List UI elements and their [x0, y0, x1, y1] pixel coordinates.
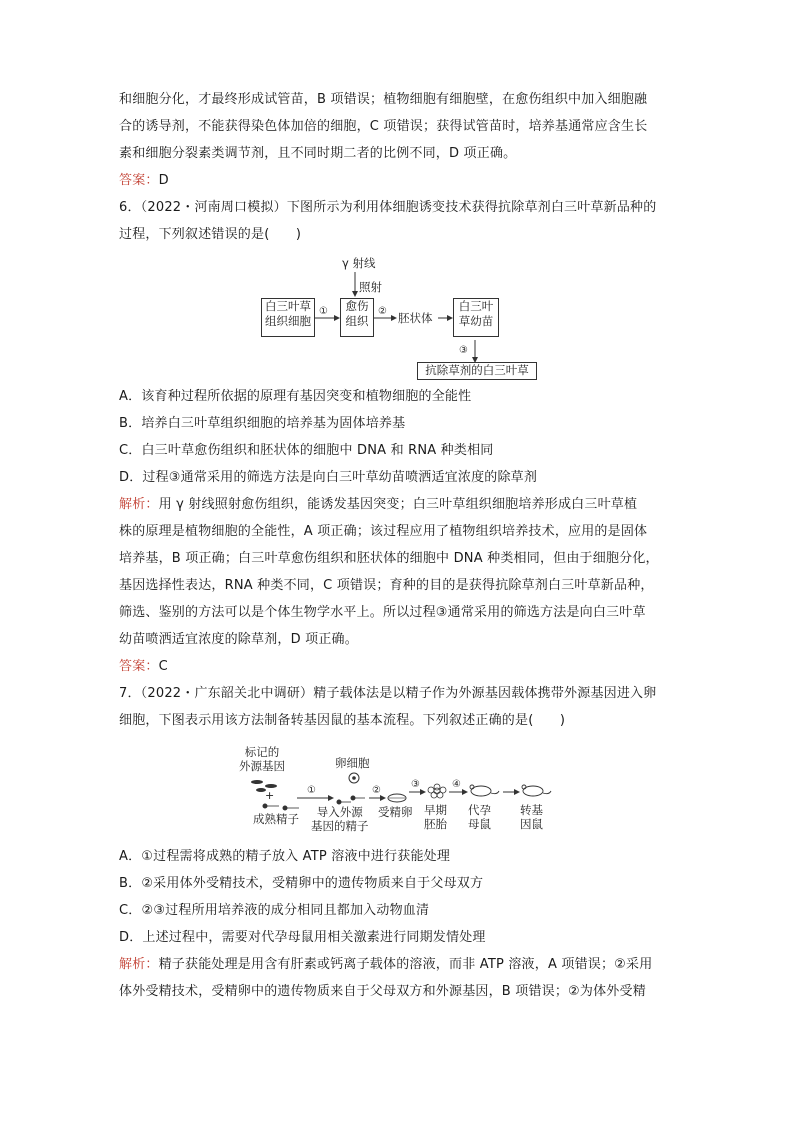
- option-d: D．上述过程中，需要对代孕母鼠用相关激素进行同期发情处理: [119, 930, 486, 945]
- marked-gene-label: [239, 745, 285, 773]
- box-resistant-clover: 抗除草剂的白三叶草: [417, 362, 537, 380]
- analysis-line: 基因选择性表达，RNA 种类不同，C 项错误；育种的目的是获得抗除草剂白三叶草新品种，: [119, 578, 654, 593]
- transgenic-mouse-label: [520, 803, 543, 831]
- option-c: C．白三叶草愈伤组织和胚状体的细胞中 DNA 和 RNA 种类相同: [119, 443, 494, 458]
- question-stem: 过程，下列叙述错误的是( ): [119, 227, 302, 242]
- embryo-icon: [428, 784, 446, 798]
- label-text: 转基: [520, 803, 543, 817]
- label-text: 导入外源: [316, 805, 363, 819]
- option-b: B．②采用体外受精技术，受精卵中的遗传物质来自于父母双方: [119, 876, 484, 891]
- sperm-icon: [337, 796, 365, 804]
- step-marker: ④: [452, 779, 461, 790]
- analysis-line: 株的原理是植物细胞的全能性，A 项正确；该过程应用了植物组织培养技术，应用的是固体: [119, 524, 648, 539]
- box-text: 白三叶: [458, 299, 494, 313]
- analysis-label: 解析：: [119, 497, 159, 512]
- gamma-ray-label: γ 射线: [342, 256, 376, 270]
- analysis-line: [119, 956, 652, 974]
- step-marker: ③: [411, 779, 420, 790]
- surrogate-mother-label: [468, 803, 491, 831]
- text-line: 合的诱导剂，不能获得染色体加倍的细胞，C 项错误；获得试管苗时，培养基通常应含生长: [119, 119, 648, 134]
- box-text: 组织细胞: [265, 314, 311, 328]
- step-marker: ②: [378, 306, 387, 317]
- label-text: 外源基因: [239, 759, 285, 773]
- mouse-icon: [470, 785, 499, 796]
- analysis-label: 解析：: [119, 957, 159, 972]
- option-d: D．过程③通常采用的筛选方法是向白三叶草幼苗喷洒适宜浓度的除草剂: [119, 470, 538, 485]
- answer-label: 答案：: [119, 173, 159, 188]
- step-marker: ①: [319, 306, 328, 317]
- analysis-line: 幼苗喷洒适宜浓度的除草剂，D 项正确。: [119, 632, 358, 647]
- text-line: 和细胞分化，才最终形成试管苗，B 项错误；植物细胞有细胞壁，在愈伤组织中加入细胞融: [119, 92, 648, 107]
- label-text: 因鼠: [520, 817, 543, 831]
- answer-value: C: [158, 659, 168, 674]
- box-text: 组织: [345, 314, 369, 328]
- analysis-line: 筛选、鉴别的方法可以是个体生物学水平上。所以过程③通常采用的筛选方法是向白三叶草: [119, 605, 646, 620]
- step-marker: ①: [307, 785, 316, 796]
- sperm-icon: [263, 804, 299, 810]
- option-a: A．该育种过程所依据的原理有基因突变和植物细胞的全能性: [119, 389, 472, 404]
- option-c: C．②③过程所用培养液的成分相同且都加入动物血清: [119, 903, 430, 918]
- option-a: A．①过程需将成熟的精子放入 ATP 溶液中进行获能处理: [119, 849, 451, 864]
- fertilized-egg-label: 受精卵: [378, 805, 413, 819]
- plus-sign: +: [265, 789, 275, 802]
- text-line: 素和细胞分裂素类调节剂，且不同时期二者的比例不同，D 项正确。: [119, 146, 517, 161]
- option-b: B．培养白三叶草组织细胞的培养基为固体培养基: [119, 416, 406, 431]
- label-text: 早期: [424, 803, 447, 817]
- embryoid-label: 胚状体: [398, 311, 433, 325]
- diagram-arrows: [119, 0, 679, 1123]
- box-text: 愈伤: [345, 299, 369, 313]
- box-text: 白三叶草: [265, 299, 311, 313]
- analysis-text: 精子获能处理是用含有肝素或钙离子载体的溶液，而非 ATP 溶液，A 项错误；②采用: [158, 957, 653, 972]
- label-text: 标记的: [244, 745, 280, 759]
- sperm-with-gene-label: [311, 805, 369, 833]
- analysis-line: 培养基，B 项正确；白三叶草愈伤组织和胚状体的细胞中 DNA 种类相同，但由于细胞分化，: [119, 551, 659, 566]
- analysis-line: 体外受精技术，受精卵中的遗传物质来自于父母双方和外源基因，B 项错误；②为体外受精: [119, 984, 646, 999]
- label-text: 胚胎: [424, 817, 447, 831]
- oocyte-label: 卵细胞: [335, 756, 370, 770]
- irradiate-label: 照射: [359, 280, 382, 294]
- early-embryo-label: [424, 803, 447, 831]
- mature-sperm-label: 成熟精子: [253, 812, 299, 826]
- analysis-text: 用 γ 射线照射愈伤组织，能诱发基因突变；白三叶草组织细胞培养形成白三叶草植: [158, 497, 638, 512]
- label-text: 母鼠: [468, 817, 491, 831]
- label-text: 代孕: [468, 803, 491, 817]
- question-stem: 6．（2022・河南周口模拟）下图所示为利用体细胞诱变技术获得抗除草剂白三叶草新品种的: [119, 200, 657, 215]
- answer-label: 答案：: [119, 659, 159, 674]
- step-marker: ②: [372, 785, 381, 796]
- answer-value: D: [158, 173, 169, 188]
- question-stem: 细胞，下图表示用该方法制备转基因鼠的基本流程。下列叙述正确的是( ): [119, 713, 566, 728]
- question-stem: 7．（2022・广东韶关北中调研）精子载体法是以精子作为外源基因载体携带外源基因进入卵: [119, 686, 657, 701]
- box-text: 草幼苗: [458, 314, 494, 328]
- mouse-icon: [522, 785, 551, 796]
- label-text: 基因的精子: [311, 819, 369, 833]
- step-marker: ③: [459, 345, 468, 356]
